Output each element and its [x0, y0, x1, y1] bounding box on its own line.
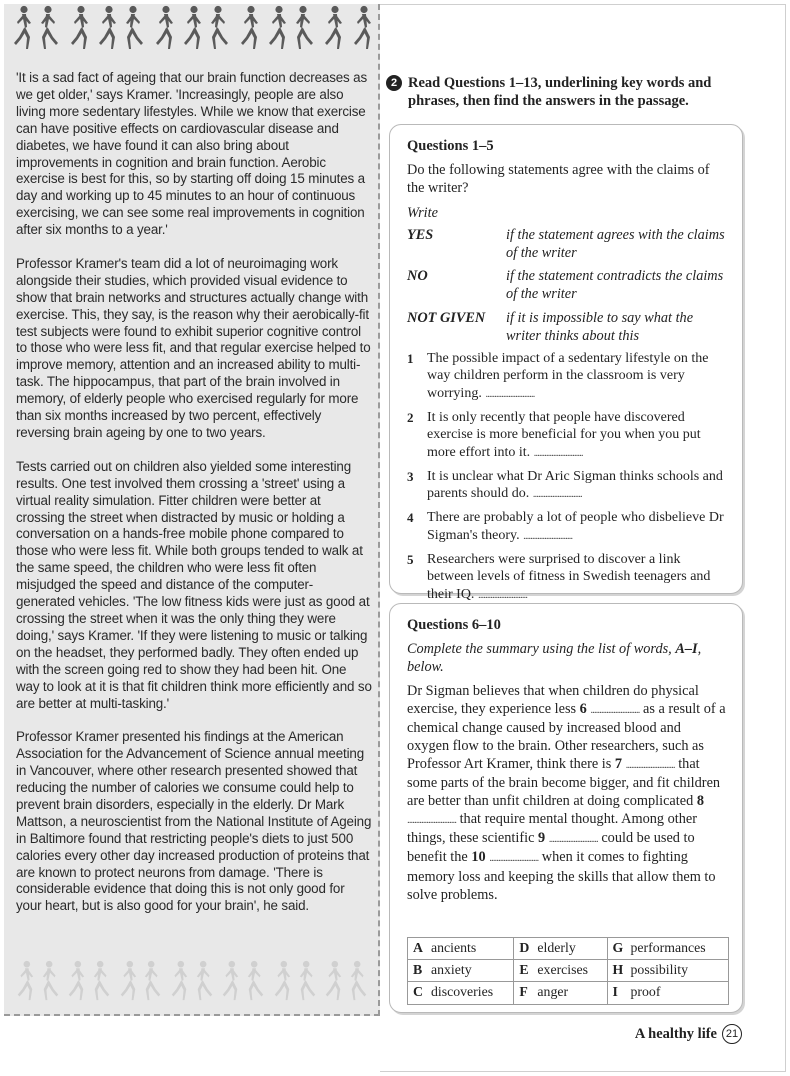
- passage-paragraph-3: Tests carried out on children also yielded some interesting results. One test involved them crossing a 'street' using a virtual reality simulation. Fitter children were better at crossing the street when distracted by music or holding a conversation on a hands-free mobile phone compared to those who were less fit. While both groups tended to walk at the same speed, the children who were less fit often misjudged the speed and distance of the computer-generated vehicles. 'The low fitness kids were just as good at crossing the street when it was the only thing they were doing,' says Kramer. 'If they were listening to music or talking on the headset, they performed badly. They often ended up with the screen going red to show they had been hit. One way to look at it is that fit children think more efficiently and so are better at multi-tasking.': [16, 458, 372, 711]
- gap-10-blank[interactable]: ............................: [489, 852, 539, 865]
- reading-passage-panel: [4, 4, 380, 1016]
- question-text: It is unclear what Dr Aric Sigman thinks schools and parents should do.: [427, 468, 723, 502]
- gap-6-blank[interactable]: ............................: [590, 703, 640, 716]
- question-item: [407, 409, 726, 462]
- summary-segment: as a result of a chemical change caused by increased blood and oxygen flow to the brain. Other researchers, such as Professor Art Kramer, think there is: [407, 700, 726, 772]
- runner-silhouette-icon: [294, 5, 316, 56]
- question-text: It is only recently that people have discovered exercise is more beneficial for you when you put more effort into it.: [427, 409, 701, 460]
- answer-key-term: NO: [407, 268, 428, 285]
- word-option-letter: C: [413, 984, 423, 1000]
- answer-blank[interactable]: ............................: [532, 488, 582, 501]
- runner-silhouette-icon: [351, 5, 373, 56]
- runner-watermark-icon: [220, 959, 240, 1008]
- answer-key-row: [407, 226, 726, 262]
- runner-watermark-icon: [92, 959, 112, 1008]
- question-text: The possible impact of a sedentary lifestyle on the way children perform in the classroom is very worrying.: [427, 351, 709, 401]
- question-text: Researchers were surprised to discover a link between levels of fitness in Swedish teenagers and their IQ.: [427, 552, 711, 602]
- runner-watermark-icon: [169, 959, 189, 1008]
- word-option-letter: G: [612, 940, 624, 955]
- word-option-word: exercises: [537, 962, 588, 978]
- summary-instruction-part-1: Complete the summary using the list of words,: [407, 641, 676, 658]
- word-option-word: proof: [630, 984, 661, 1000]
- runner-banner: [4, 4, 380, 60]
- word-option-word: possibility: [630, 962, 689, 978]
- question-text-wrap: [427, 551, 726, 604]
- runner-silhouette-icon: [181, 5, 203, 56]
- answer-blank[interactable]: ............................: [477, 588, 527, 601]
- summary-instruction-part-2: , below.: [407, 641, 702, 676]
- word-list-table: [407, 937, 729, 1005]
- word-option: [607, 982, 728, 1004]
- page-footer: [635, 1024, 742, 1044]
- runner-watermark-icon: [349, 959, 369, 1008]
- answer-key-row: [407, 309, 726, 345]
- gap-9-blank[interactable]: ............................: [548, 833, 598, 846]
- word-option-word: discoveries: [431, 984, 494, 1000]
- word-list-row: [408, 960, 729, 982]
- runner-watermark-icon: [195, 959, 215, 1008]
- summary-instruction-letters: A–I: [675, 641, 698, 658]
- word-option: [514, 960, 607, 982]
- runner-watermark-icon: [41, 959, 61, 1008]
- answer-key-row: [407, 267, 726, 303]
- answer-blank[interactable]: ............................: [485, 387, 535, 400]
- summary-segment: that require mental thought. Among other things, these scientific: [407, 811, 698, 847]
- answer-key-term: NOT GIVEN: [407, 309, 486, 326]
- word-option-letter: A: [413, 940, 423, 955]
- word-option-word: anger: [537, 984, 569, 1000]
- passage-paragraph-2: Professor Kramer's team did a lot of neuroimaging work alongside their studies, which provided visual evidence to show that brain networks and structures actually change with exercise. This, they say, is the reason why their aerobically-fit test subjects were found to exhibit superior cognitive control to those who were less fit, and that regular exercise helped to improve memory, attention and an increased ability to multi-task. The hippocampus, that part of the brain involved in memory, of elderly people who exercised regularly for more than six months increased by two percent, effectively reversing brain ageing by one to two years.: [16, 255, 371, 441]
- runner-silhouette-icon: [96, 5, 118, 56]
- question-text-wrap: [427, 409, 726, 462]
- summary-segment: Dr Sigman believes that when children do physical exercise, they experience less: [407, 682, 699, 717]
- question-list: [407, 350, 726, 604]
- runner-watermark-icon: [15, 959, 35, 1008]
- question-number: 1: [407, 351, 414, 367]
- word-option-letter: B: [413, 962, 423, 978]
- gap-number-6: 6: [579, 700, 587, 717]
- runner-watermark-icon: [272, 959, 292, 1008]
- runner-silhouette-icon: [209, 5, 231, 56]
- summary-segment: could be used to benefit the: [407, 830, 695, 866]
- gap-number-10: 10: [471, 849, 486, 866]
- word-option: [607, 960, 728, 982]
- word-option: [408, 982, 514, 1004]
- word-list-row: [408, 938, 729, 960]
- runner-silhouette-icon: [266, 5, 288, 56]
- task-instruction: [386, 74, 746, 110]
- word-option: [514, 938, 607, 960]
- write-label: Write: [407, 204, 438, 221]
- question-number: 3: [407, 468, 414, 484]
- question-item: [407, 551, 726, 604]
- summary-segment: when it comes to fighting memory loss and keeping the skills that allow them to solve problems.: [407, 849, 716, 903]
- word-list-row: [408, 982, 729, 1004]
- word-option: [408, 960, 514, 982]
- word-option-word: performances: [630, 940, 706, 955]
- answer-blank[interactable]: ............................: [533, 446, 583, 459]
- gap-number-8: 8: [696, 793, 704, 810]
- runner-silhouette-icon: [153, 5, 175, 56]
- questions-6-10-box: [389, 603, 743, 1013]
- chapter-title: A healthy life: [634, 1025, 717, 1042]
- questions-6-10-title: Questions 6–10: [407, 617, 501, 633]
- answer-key-term: YES: [407, 226, 434, 243]
- word-option-letter: F: [519, 984, 528, 1000]
- gap-number-7: 7: [614, 755, 623, 772]
- passage-text: [16, 70, 372, 932]
- runner-watermark-icon: [143, 959, 163, 1008]
- runner-silhouette-icon: [68, 5, 90, 56]
- passage-paragraph-4: Professor Kramer presented his findings at the American Association for the Advancement of Science annual meeting in Vancouver, where other research presented showed that reducing the number of calories we consume could help to prevent brain disorders, especially in the elderly. Dr Mark Mattson, a neuroscientist from the National Institute of Ageing in Baltimore found that restricting people's diets to just 500 calories every other day increased production of proteins that are known to protect neurons from damage. 'There is considerable evidence that doing this is not only good for your heart, but is also good for your brain', he said.: [16, 729, 372, 914]
- question-text-wrap: [427, 509, 726, 545]
- word-option-word: elderly: [537, 940, 576, 955]
- faded-runner-watermark: [12, 958, 372, 1008]
- runner-watermark-icon: [118, 959, 138, 1008]
- word-option: [607, 938, 728, 960]
- runner-silhouette-icon: [238, 5, 260, 56]
- word-option: [408, 938, 514, 960]
- word-option-letter: D: [519, 940, 530, 955]
- answer-key-list: [407, 226, 726, 345]
- question-text-wrap: [427, 350, 726, 403]
- question-text-wrap: [427, 468, 726, 504]
- runner-watermark-icon: [323, 959, 343, 1008]
- runner-silhouette-icon: [11, 5, 33, 56]
- word-option-letter: I: [612, 984, 618, 1000]
- gap-7-blank[interactable]: ............................: [625, 758, 675, 771]
- question-number: 2: [407, 409, 414, 425]
- runner-silhouette-icon: [124, 5, 146, 56]
- summary-segment: that some parts of the brain become bigger, and fit children are better than unfit children at doing complicated: [407, 755, 721, 810]
- summary-text: [407, 682, 726, 904]
- runner-silhouette-icon: [39, 5, 61, 56]
- gap-8-blank[interactable]: ............................: [407, 814, 456, 827]
- gap-number-9: 9: [538, 830, 546, 847]
- word-option-word: ancients: [431, 940, 477, 955]
- task-number-badge: 2: [386, 75, 402, 91]
- answer-key-definition: if the statement contradicts the claims of the writer: [506, 268, 724, 303]
- page-number: 21: [722, 1024, 742, 1044]
- question-text: There are probably a lot of people who disbelieve Dr Sigman's theory.: [427, 510, 724, 543]
- questions-1-5-title: Questions 1–5: [407, 138, 494, 154]
- answer-key-definition: if it is impossible to say what the writer thinks about this: [506, 309, 694, 344]
- runner-watermark-icon: [246, 959, 266, 1008]
- word-option-letter: E: [519, 962, 529, 978]
- word-option-word: anxiety: [431, 962, 472, 978]
- word-option: [514, 982, 607, 1004]
- word-option-letter: H: [612, 962, 624, 978]
- runner-silhouette-icon: [322, 5, 344, 56]
- questions-1-5-box: [389, 124, 743, 602]
- runner-watermark-icon: [298, 959, 318, 1008]
- question-item: [407, 468, 726, 504]
- runner-watermark-icon: [66, 959, 86, 1008]
- question-item: [407, 509, 726, 545]
- question-number: 5: [407, 552, 414, 567]
- question-number: 4: [407, 510, 414, 526]
- summary-instruction: [407, 640, 726, 676]
- task-instruction-text: Read Questions 1–13, underlining key words and phrases, then find the answers in the passage.: [408, 75, 712, 109]
- answer-blank[interactable]: ............................: [523, 529, 573, 542]
- question-item: [407, 350, 726, 403]
- questions-1-5-intro: Do the following statements agree with the claims of the writer?: [407, 162, 710, 197]
- passage-paragraph-1: 'It is a sad fact of ageing that our brain function decreases as we get older,' says Kramer. 'Increasingly, people are also living more sedentary lifestyles. While we know that exercise can have positive effects on cardiovascular disease and diabetes, we have found it can also bring about improvements in cognition and brain function. Aerobic exercise is best for this, so by starting off doing 15 minutes a day and working up to 45 minutes to an hour of continuous exercising, we can see some real improvements in cognition after six months to a year.': [16, 70, 367, 238]
- answer-key-definition: if the statement agrees with the claims of the writer: [506, 226, 725, 262]
